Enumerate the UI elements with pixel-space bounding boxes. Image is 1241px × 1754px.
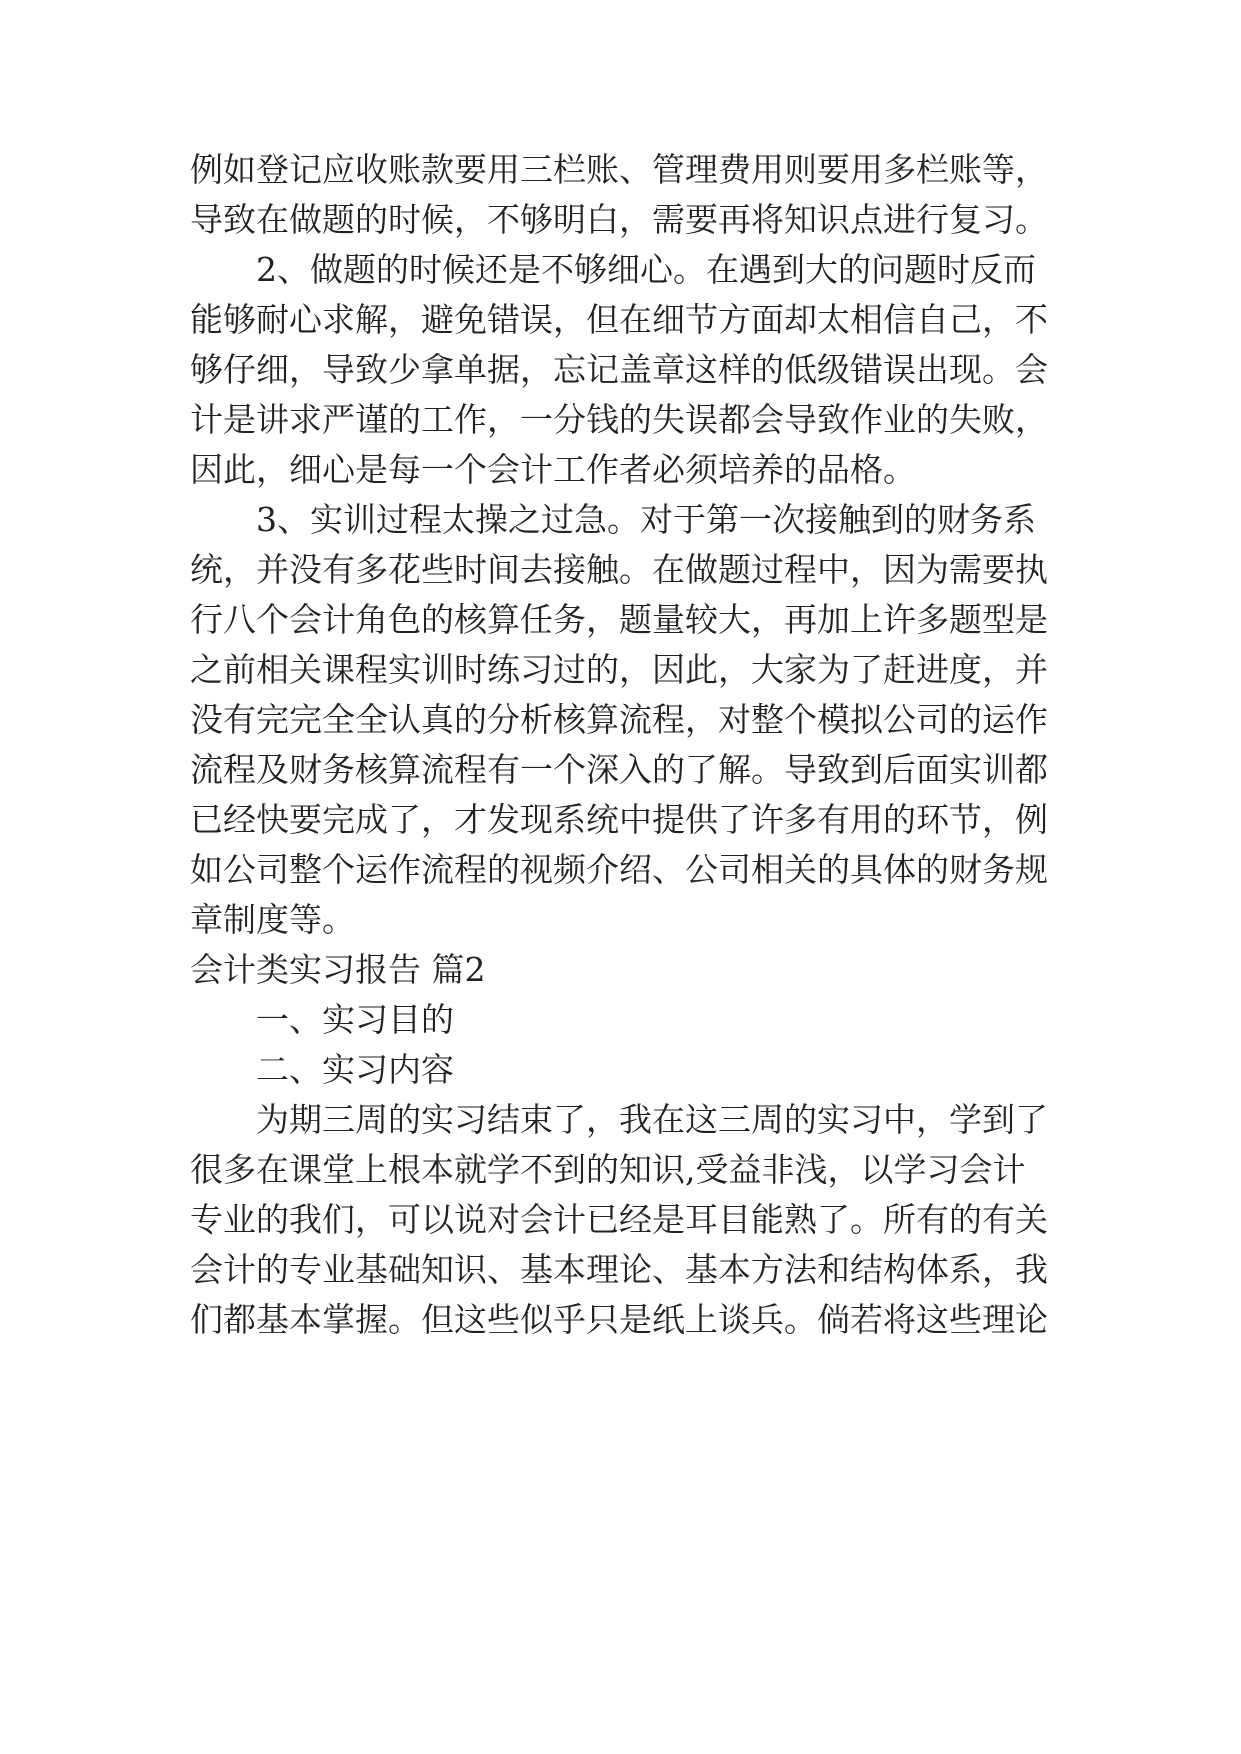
body-text-line: 专业的我们，可以说对会计已经是耳目能熟了。所有的有关 <box>190 1200 1048 1239</box>
subsection-heading: 一、实习目的 <box>256 1000 454 1039</box>
body-text-line: 没有完完全全认真的分析核算流程，对整个模拟公司的运作 <box>190 700 1048 739</box>
body-text-line: 很多在课堂上根本就学不到的知识,受益非浅，以学习会计 <box>190 1150 1026 1189</box>
body-text-line: 计是讲求严谨的工作，一分钱的失误都会导致作业的失败， <box>190 400 1048 439</box>
body-text-line: 例如登记应收账款要用三栏账、管理费用则要用多栏账等， <box>190 150 1048 189</box>
body-text-line: 们都基本掌握。但这些似乎只是纸上谈兵。倘若将这些理论 <box>190 1300 1048 1339</box>
body-text-line: 会计的专业基础知识、基本理论、基本方法和结构体系，我 <box>190 1250 1048 1289</box>
section-heading: 会计类实习报告 篇2 <box>190 950 486 989</box>
paragraph-first-line: 为期三周的实习结束了，我在这三周的实习中，学到了 <box>256 1100 1048 1139</box>
body-text-line: 够仔细，导致少拿单据，忘记盖章这样的低级错误出现。会 <box>190 350 1048 389</box>
body-text-line: 之前相关课程实训时练习过的，因此，大家为了赶进度，并 <box>190 650 1048 689</box>
body-text-line: 导致在做题的时候，不够明白，需要再将知识点进行复习。 <box>190 200 1048 239</box>
body-text-line: 流程及财务核算流程有一个深入的了解。导致到后面实训都 <box>190 750 1048 789</box>
body-text-line: 章制度等。 <box>190 900 355 939</box>
body-text-line: 统，并没有多花些时间去接触。在做题过程中，因为需要执 <box>190 550 1048 589</box>
subsection-heading: 二、实习内容 <box>256 1050 454 1089</box>
body-text-line: 能够耐心求解，避免错误，但在细节方面却太相信自己，不 <box>190 300 1048 339</box>
body-text-line: 行八个会计角色的核算任务，题量较大，再加上许多题型是 <box>190 600 1048 639</box>
paragraph-first-line: 2、做题的时候还是不够细心。在遇到大的问题时反而 <box>256 250 1036 289</box>
body-text-line: 如公司整个运作流程的视频介绍、公司相关的具体的财务规 <box>190 850 1048 889</box>
body-text-line: 因此，细心是每一个会计工作者必须培养的品格。 <box>190 450 916 489</box>
body-text-line: 已经快要完成了，才发现系统中提供了许多有用的环节，例 <box>190 800 1048 839</box>
paragraph-first-line: 3、实训过程太操之过急。对于第一次接触到的财务系 <box>256 500 1036 539</box>
